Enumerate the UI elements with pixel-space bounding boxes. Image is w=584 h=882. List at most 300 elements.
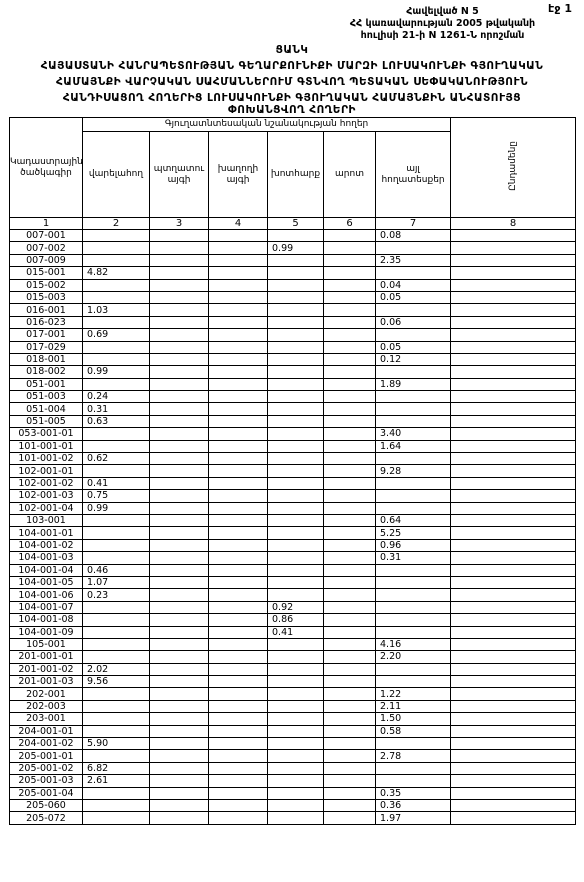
- cadastral-code-cell: 051-001: [10, 378, 83, 390]
- area-cell-c4: [209, 676, 268, 688]
- area-cell-c5: [268, 676, 324, 688]
- area-cell-c2: [83, 230, 150, 242]
- area-cell-c4: [209, 812, 268, 824]
- area-cell-c3: [150, 329, 209, 341]
- area-cell-c4: [209, 391, 268, 403]
- area-cell-c8: [451, 291, 576, 303]
- area-cell-c6: [324, 403, 376, 415]
- area-cell-c4: [209, 291, 268, 303]
- area-cell-c7: 0.36: [376, 799, 451, 811]
- area-cell-c3: [150, 341, 209, 353]
- area-cell-c3: [150, 626, 209, 638]
- area-cell-c2: 0.62: [83, 453, 150, 465]
- area-cell-c4: [209, 799, 268, 811]
- header-vineyard: խաղողի այգի: [209, 132, 268, 218]
- cadastral-code-cell: 015-003: [10, 291, 83, 303]
- table-row: [10, 329, 576, 341]
- area-cell-c4: [209, 502, 268, 514]
- table-row: [10, 415, 576, 427]
- area-cell-c7: [376, 329, 451, 341]
- table-row: [10, 490, 576, 502]
- area-cell-c8: [451, 378, 576, 390]
- table-row: [10, 514, 576, 526]
- area-cell-c6: [324, 589, 376, 601]
- area-cell-c4: [209, 477, 268, 489]
- area-cell-c4: [209, 663, 268, 675]
- cadastral-code-cell: 104-001-01: [10, 527, 83, 539]
- table-row: [10, 638, 576, 650]
- area-cell-c6: [324, 787, 376, 799]
- table-row: [10, 403, 576, 415]
- area-cell-c8: [451, 775, 576, 787]
- title-line-3: ՀԱՆԴԻՍԱՑՈՂ ՀՈՂԵՐԻՑ ԼՈՒՍԱԿՈՒՆՔԻ ԳՅՈՒՂԱԿԱՆ ՀԱՄԱՅՆՔԻՆ ԱՆՀԱՏՈՒՅՑ: [62, 92, 522, 104]
- area-cell-c2: [83, 799, 150, 811]
- area-cell-c6: [324, 725, 376, 737]
- area-cell-c8: [451, 614, 576, 626]
- area-cell-c4: [209, 539, 268, 551]
- cadastral-code-cell: 102-001-04: [10, 502, 83, 514]
- area-cell-c3: [150, 428, 209, 440]
- area-cell-c8: [451, 514, 576, 526]
- area-cell-c8: [451, 812, 576, 824]
- table-row: [10, 341, 576, 353]
- area-cell-c3: [150, 713, 209, 725]
- area-cell-c5: [268, 799, 324, 811]
- area-cell-c7: 2.20: [376, 651, 451, 663]
- cadastral-code-cell: 205-072: [10, 812, 83, 824]
- area-cell-c5: [268, 564, 324, 576]
- area-cell-c7: 0.58: [376, 725, 451, 737]
- area-cell-c3: [150, 304, 209, 316]
- table-row: [10, 576, 576, 588]
- column-number: 1: [10, 218, 83, 230]
- header-orchard: պտղատու այգի: [150, 132, 209, 218]
- header-total-label: Ընդամենը: [507, 140, 518, 191]
- area-cell-c7: [376, 502, 451, 514]
- area-cell-c7: 0.64: [376, 514, 451, 526]
- cadastral-code-cell: 104-001-02: [10, 539, 83, 551]
- area-cell-c5: [268, 415, 324, 427]
- title-line-1: ՀԱՅԱՍՏԱՆԻ ՀԱՆՐԱՊԵՏՈՒԹՅԱՆ ԳԵՂԱՐՔՈՒՆԻՔԻ ՄԱՐԶԻ ԼՈՒՍԱԿՈՒՆՔԻ ԳՅՈՒՂԱԿԱՆ: [40, 60, 544, 72]
- area-cell-c5: [268, 254, 324, 266]
- area-cell-c2: [83, 651, 150, 663]
- area-cell-c2: 0.41: [83, 477, 150, 489]
- area-cell-c3: [150, 725, 209, 737]
- area-cell-c3: [150, 552, 209, 564]
- area-cell-c8: [451, 490, 576, 502]
- cadastral-code-cell: 202-001: [10, 688, 83, 700]
- area-cell-c2: [83, 601, 150, 613]
- area-cell-c6: [324, 564, 376, 576]
- area-cell-c5: [268, 787, 324, 799]
- area-cell-c3: [150, 688, 209, 700]
- table-row: [10, 230, 576, 242]
- area-cell-c8: [451, 242, 576, 254]
- area-cell-c5: [268, 663, 324, 675]
- area-cell-c2: 1.03: [83, 304, 150, 316]
- area-cell-c8: [451, 663, 576, 675]
- area-cell-c3: [150, 638, 209, 650]
- table-row: [10, 589, 576, 601]
- area-cell-c5: [268, 589, 324, 601]
- cadastral-code-cell: 015-001: [10, 267, 83, 279]
- area-cell-c4: [209, 738, 268, 750]
- area-cell-c8: [451, 552, 576, 564]
- area-cell-c6: [324, 415, 376, 427]
- cadastral-code-cell: 205-001-01: [10, 750, 83, 762]
- area-cell-c3: [150, 738, 209, 750]
- page-number: էջ 1: [548, 2, 572, 15]
- area-cell-c5: [268, 502, 324, 514]
- area-cell-c8: [451, 279, 576, 291]
- area-cell-c3: [150, 378, 209, 390]
- cadastral-code-cell: 104-001-06: [10, 589, 83, 601]
- area-cell-c7: [376, 576, 451, 588]
- area-cell-c7: 0.12: [376, 353, 451, 365]
- area-cell-c3: [150, 279, 209, 291]
- area-cell-c7: 2.35: [376, 254, 451, 266]
- area-cell-c3: [150, 490, 209, 502]
- area-cell-c5: [268, 651, 324, 663]
- area-cell-c5: 0.92: [268, 601, 324, 613]
- area-cell-c7: [376, 490, 451, 502]
- area-cell-c4: [209, 329, 268, 341]
- area-cell-c5: [268, 725, 324, 737]
- area-cell-c6: [324, 329, 376, 341]
- area-cell-c2: [83, 465, 150, 477]
- table-row: [10, 254, 576, 266]
- table-row: [10, 762, 576, 774]
- column-number: 5: [268, 218, 324, 230]
- area-cell-c8: [451, 353, 576, 365]
- area-cell-c3: [150, 663, 209, 675]
- area-cell-c6: [324, 527, 376, 539]
- table-row: [10, 775, 576, 787]
- table-row: [10, 713, 576, 725]
- land-table: [9, 117, 576, 825]
- area-cell-c2: [83, 291, 150, 303]
- area-cell-c6: [324, 626, 376, 638]
- area-cell-c8: [451, 626, 576, 638]
- area-cell-c6: [324, 601, 376, 613]
- area-cell-c2: [83, 353, 150, 365]
- area-cell-c7: 1.22: [376, 688, 451, 700]
- area-cell-c5: [268, 527, 324, 539]
- area-cell-c8: [451, 564, 576, 576]
- area-cell-c3: [150, 440, 209, 452]
- area-cell-c3: [150, 366, 209, 378]
- cadastral-code-cell: 205-060: [10, 799, 83, 811]
- cadastral-code-cell: 103-001: [10, 514, 83, 526]
- area-cell-c6: [324, 514, 376, 526]
- area-cell-c2: [83, 688, 150, 700]
- title-line-4: ՓՈԽԱՆՑՎՈՂ ՀՈՂԵՐԻ: [228, 104, 356, 116]
- cadastral-code-cell: 104-001-09: [10, 626, 83, 638]
- area-cell-c3: [150, 391, 209, 403]
- cadastral-code-cell: 102-001-03: [10, 490, 83, 502]
- area-cell-c7: 0.06: [376, 316, 451, 328]
- area-cell-c3: [150, 230, 209, 242]
- area-cell-c4: [209, 490, 268, 502]
- area-cell-c8: [451, 539, 576, 551]
- area-cell-c4: [209, 750, 268, 762]
- table-row: [10, 564, 576, 576]
- area-cell-c2: 1.07: [83, 576, 150, 588]
- area-cell-c7: 0.96: [376, 539, 451, 551]
- area-cell-c5: [268, 738, 324, 750]
- cadastral-code-cell: 051-005: [10, 415, 83, 427]
- area-cell-c8: [451, 366, 576, 378]
- table-row: [10, 725, 576, 737]
- area-cell-c8: [451, 341, 576, 353]
- area-cell-c3: [150, 453, 209, 465]
- table-row: [10, 428, 576, 440]
- area-cell-c3: [150, 502, 209, 514]
- area-cell-c8: [451, 750, 576, 762]
- area-cell-c5: [268, 514, 324, 526]
- table-row: [10, 688, 576, 700]
- area-cell-c3: [150, 700, 209, 712]
- cadastral-code-cell: 102-001-01: [10, 465, 83, 477]
- area-cell-c8: [451, 267, 576, 279]
- area-cell-c6: [324, 775, 376, 787]
- area-cell-c8: [451, 391, 576, 403]
- table-row: [10, 267, 576, 279]
- cadastral-code-cell: 203-001: [10, 713, 83, 725]
- area-cell-c8: [451, 527, 576, 539]
- cadastral-code-cell: 018-002: [10, 366, 83, 378]
- area-cell-c4: [209, 366, 268, 378]
- area-cell-c6: [324, 812, 376, 824]
- area-cell-c5: [268, 291, 324, 303]
- area-cell-c4: [209, 316, 268, 328]
- cadastral-code-cell: 204-001-02: [10, 738, 83, 750]
- area-cell-c6: [324, 366, 376, 378]
- area-cell-c6: [324, 713, 376, 725]
- area-cell-c7: [376, 403, 451, 415]
- area-cell-c3: [150, 527, 209, 539]
- area-cell-c3: [150, 316, 209, 328]
- area-cell-c5: [268, 403, 324, 415]
- area-cell-c2: 0.46: [83, 564, 150, 576]
- area-cell-c7: 0.31: [376, 552, 451, 564]
- table-row: [10, 391, 576, 403]
- area-cell-c2: 0.75: [83, 490, 150, 502]
- cadastral-code-cell: 102-001-02: [10, 477, 83, 489]
- area-cell-c8: [451, 799, 576, 811]
- area-cell-c5: 0.41: [268, 626, 324, 638]
- area-cell-c7: 2.78: [376, 750, 451, 762]
- area-cell-c7: 0.05: [376, 341, 451, 353]
- cadastral-code-cell: 017-029: [10, 341, 83, 353]
- area-cell-c8: [451, 440, 576, 452]
- area-cell-c2: [83, 254, 150, 266]
- area-cell-c2: [83, 638, 150, 650]
- area-cell-c5: [268, 353, 324, 365]
- area-cell-c5: [268, 279, 324, 291]
- area-cell-c6: [324, 378, 376, 390]
- area-cell-c6: [324, 576, 376, 588]
- cadastral-code-cell: 201-001-02: [10, 663, 83, 675]
- area-cell-c5: 0.99: [268, 242, 324, 254]
- area-cell-c7: 1.64: [376, 440, 451, 452]
- area-cell-c3: [150, 614, 209, 626]
- header-cadastral-code: Կադաստրային ծածկագիր: [10, 118, 83, 218]
- area-cell-c8: [451, 453, 576, 465]
- area-cell-c2: [83, 242, 150, 254]
- cadastral-code-cell: 201-001-03: [10, 676, 83, 688]
- area-cell-c7: [376, 415, 451, 427]
- area-cell-c4: [209, 230, 268, 242]
- area-cell-c6: [324, 676, 376, 688]
- area-cell-c7: [376, 304, 451, 316]
- area-cell-c4: [209, 254, 268, 266]
- area-cell-c2: [83, 787, 150, 799]
- area-cell-c2: 9.56: [83, 676, 150, 688]
- area-cell-c7: [376, 614, 451, 626]
- area-cell-c5: [268, 428, 324, 440]
- area-cell-c7: [376, 775, 451, 787]
- area-cell-c4: [209, 601, 268, 613]
- table-body: [10, 230, 576, 825]
- area-cell-c5: [268, 576, 324, 588]
- cadastral-code-cell: 104-001-04: [10, 564, 83, 576]
- area-cell-c6: [324, 353, 376, 365]
- table-row: [10, 750, 576, 762]
- appendix-line-1: Հավելված N 5: [406, 6, 479, 17]
- cadastral-code-cell: 202-003: [10, 700, 83, 712]
- area-cell-c2: 0.31: [83, 403, 150, 415]
- table-row: [10, 626, 576, 638]
- cadastral-code-cell: 105-001: [10, 638, 83, 650]
- area-cell-c7: 2.11: [376, 700, 451, 712]
- area-cell-c8: [451, 316, 576, 328]
- cadastral-code-cell: 104-001-03: [10, 552, 83, 564]
- area-cell-c8: [451, 601, 576, 613]
- area-cell-c8: [451, 725, 576, 737]
- area-cell-c7: [376, 738, 451, 750]
- area-cell-c7: 3.40: [376, 428, 451, 440]
- area-cell-c6: [324, 638, 376, 650]
- area-cell-c3: [150, 564, 209, 576]
- area-cell-c7: 5.25: [376, 527, 451, 539]
- column-number: 3: [150, 218, 209, 230]
- table-row: [10, 676, 576, 688]
- area-cell-c4: [209, 651, 268, 663]
- table-row: [10, 738, 576, 750]
- area-cell-c6: [324, 738, 376, 750]
- area-cell-c7: 1.50: [376, 713, 451, 725]
- cadastral-code-cell: 205-001-04: [10, 787, 83, 799]
- area-cell-c2: 0.99: [83, 366, 150, 378]
- area-cell-c5: [268, 329, 324, 341]
- table-row: [10, 700, 576, 712]
- cadastral-code-cell: 016-001: [10, 304, 83, 316]
- area-cell-c4: [209, 775, 268, 787]
- area-cell-c4: [209, 465, 268, 477]
- cadastral-code-cell: 007-001: [10, 230, 83, 242]
- area-cell-c5: [268, 440, 324, 452]
- area-cell-c4: [209, 700, 268, 712]
- appendix-line-3: հուլիսի 21-ի N 1261-Ն որոշման: [360, 30, 525, 41]
- area-cell-c4: [209, 440, 268, 452]
- area-cell-c6: [324, 663, 376, 675]
- area-cell-c5: [268, 700, 324, 712]
- area-cell-c6: [324, 428, 376, 440]
- area-cell-c4: [209, 576, 268, 588]
- area-cell-c5: [268, 688, 324, 700]
- area-cell-c2: [83, 428, 150, 440]
- area-cell-c6: [324, 465, 376, 477]
- column-number: 6: [324, 218, 376, 230]
- area-cell-c3: [150, 403, 209, 415]
- area-cell-c4: [209, 762, 268, 774]
- area-cell-c8: [451, 403, 576, 415]
- area-cell-c4: [209, 514, 268, 526]
- area-cell-c4: [209, 378, 268, 390]
- area-cell-c3: [150, 415, 209, 427]
- area-cell-c3: [150, 254, 209, 266]
- area-cell-c3: [150, 601, 209, 613]
- area-cell-c2: [83, 341, 150, 353]
- area-cell-c5: [268, 762, 324, 774]
- area-cell-c2: [83, 713, 150, 725]
- area-cell-c6: [324, 477, 376, 489]
- cadastral-code-cell: 104-001-08: [10, 614, 83, 626]
- area-cell-c3: [150, 353, 209, 365]
- area-cell-c5: [268, 453, 324, 465]
- area-cell-c5: [268, 750, 324, 762]
- area-cell-c6: [324, 291, 376, 303]
- table-row: [10, 787, 576, 799]
- area-cell-c2: [83, 750, 150, 762]
- area-cell-c7: [376, 762, 451, 774]
- table-row: [10, 799, 576, 811]
- area-cell-c7: 0.04: [376, 279, 451, 291]
- area-cell-c4: [209, 725, 268, 737]
- area-cell-c6: [324, 651, 376, 663]
- cadastral-code-cell: 101-001-01: [10, 440, 83, 452]
- area-cell-c2: 0.23: [83, 589, 150, 601]
- area-cell-c5: [268, 267, 324, 279]
- area-cell-c2: 0.24: [83, 391, 150, 403]
- table-row: [10, 242, 576, 254]
- table-row: [10, 651, 576, 663]
- area-cell-c3: [150, 465, 209, 477]
- area-cell-c5: [268, 316, 324, 328]
- column-number-row: [10, 218, 576, 230]
- header-hayfield: խոտհարք: [268, 132, 324, 218]
- cadastral-code-cell: 053-001-01: [10, 428, 83, 440]
- area-cell-c2: [83, 279, 150, 291]
- area-cell-c3: [150, 676, 209, 688]
- area-cell-c6: [324, 230, 376, 242]
- area-cell-c8: [451, 700, 576, 712]
- area-cell-c2: [83, 626, 150, 638]
- table-row: [10, 614, 576, 626]
- table-row: [10, 477, 576, 489]
- cadastral-code-cell: 017-001: [10, 329, 83, 341]
- area-cell-c6: [324, 341, 376, 353]
- area-cell-c5: [268, 378, 324, 390]
- area-cell-c3: [150, 775, 209, 787]
- table-row: [10, 663, 576, 675]
- area-cell-c2: 0.63: [83, 415, 150, 427]
- area-cell-c6: [324, 254, 376, 266]
- area-cell-c7: [376, 477, 451, 489]
- area-cell-c4: [209, 403, 268, 415]
- header-pasture: արոտ: [324, 132, 376, 218]
